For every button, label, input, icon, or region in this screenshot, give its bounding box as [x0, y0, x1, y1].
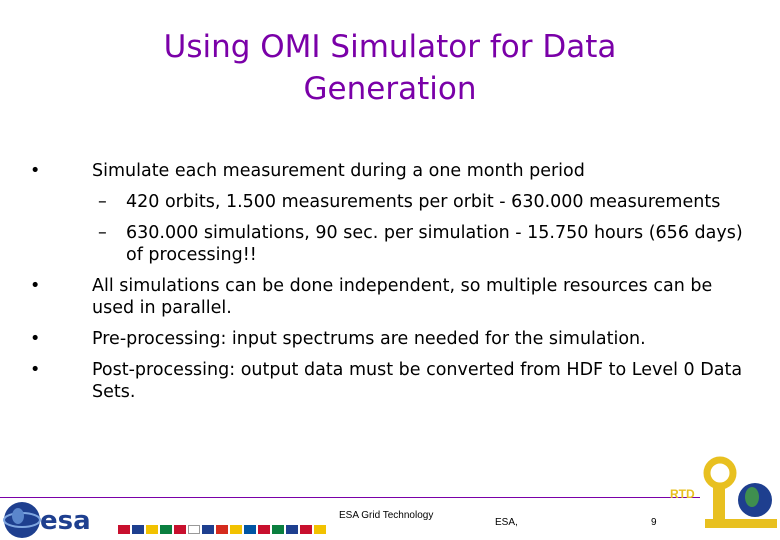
flag-icon: [160, 525, 172, 534]
sub-bullet-text: 630.000 simulations, 90 sec. per simulation - 15.750 hours (656 days) of processing!!: [126, 223, 743, 265]
sub-bullet-item: [30, 191, 750, 213]
flag-icon: [300, 525, 312, 534]
sub-bullet-marker: –: [98, 223, 107, 243]
footer-org-text: ESA,: [495, 517, 518, 528]
bullet-marker: •: [30, 276, 41, 296]
bullet-list: [30, 160, 750, 412]
bullet-marker: •: [30, 329, 41, 349]
footer-center-text: ESA Grid Technology: [339, 510, 434, 521]
bullet-item: [30, 359, 750, 403]
flag-icon: [230, 525, 242, 534]
slide-title-line-2: Generation: [303, 71, 477, 107]
esa-logo: [0, 498, 112, 540]
sub-bullet-marker: –: [98, 192, 107, 212]
flag-icon: [286, 525, 298, 534]
flag-icon: [146, 525, 158, 534]
esa-logo-text: esa: [40, 506, 91, 536]
microscope-icon: [707, 460, 733, 486]
flag-icon: [118, 525, 130, 534]
page-number: 9: [651, 517, 657, 528]
flag-icon: [272, 525, 284, 534]
flag-icon: [258, 525, 270, 534]
bullet-marker: •: [30, 360, 41, 380]
flag-icon: [216, 525, 228, 534]
sub-bullet-text: 420 orbits, 1.500 measurements per orbit - 630.000 measurements: [126, 192, 721, 212]
bullet-item: [30, 275, 750, 319]
flag-icon: [202, 525, 214, 534]
bullet-text: All simulations can be done independent, so multiple resources can be used in parallel.: [92, 276, 713, 318]
bullet-item: [30, 160, 750, 182]
slide-title: [0, 26, 780, 110]
bullet-text: Simulate each measurement during a one month period: [92, 161, 585, 181]
bullet-marker: •: [30, 161, 41, 181]
bullet-item: [30, 328, 750, 350]
flag-icon: [174, 525, 186, 534]
flag-icon: [188, 525, 200, 534]
rtd-badge: [670, 455, 780, 540]
sub-bullet-item: [30, 222, 750, 266]
slide-title-line-1: Using OMI Simulator for Data: [163, 29, 617, 65]
bullet-text: Post-processing: output data must be converted from HDF to Level 0 Data Sets.: [92, 360, 743, 402]
flag-icon: [314, 525, 326, 534]
flag-icon: [132, 525, 144, 534]
bullet-text: Pre-processing: input spectrums are needed for the simulation.: [92, 329, 646, 349]
member-flags: [118, 525, 326, 534]
flag-icon: [244, 525, 256, 534]
rtd-badge-text: RTD: [670, 487, 695, 501]
